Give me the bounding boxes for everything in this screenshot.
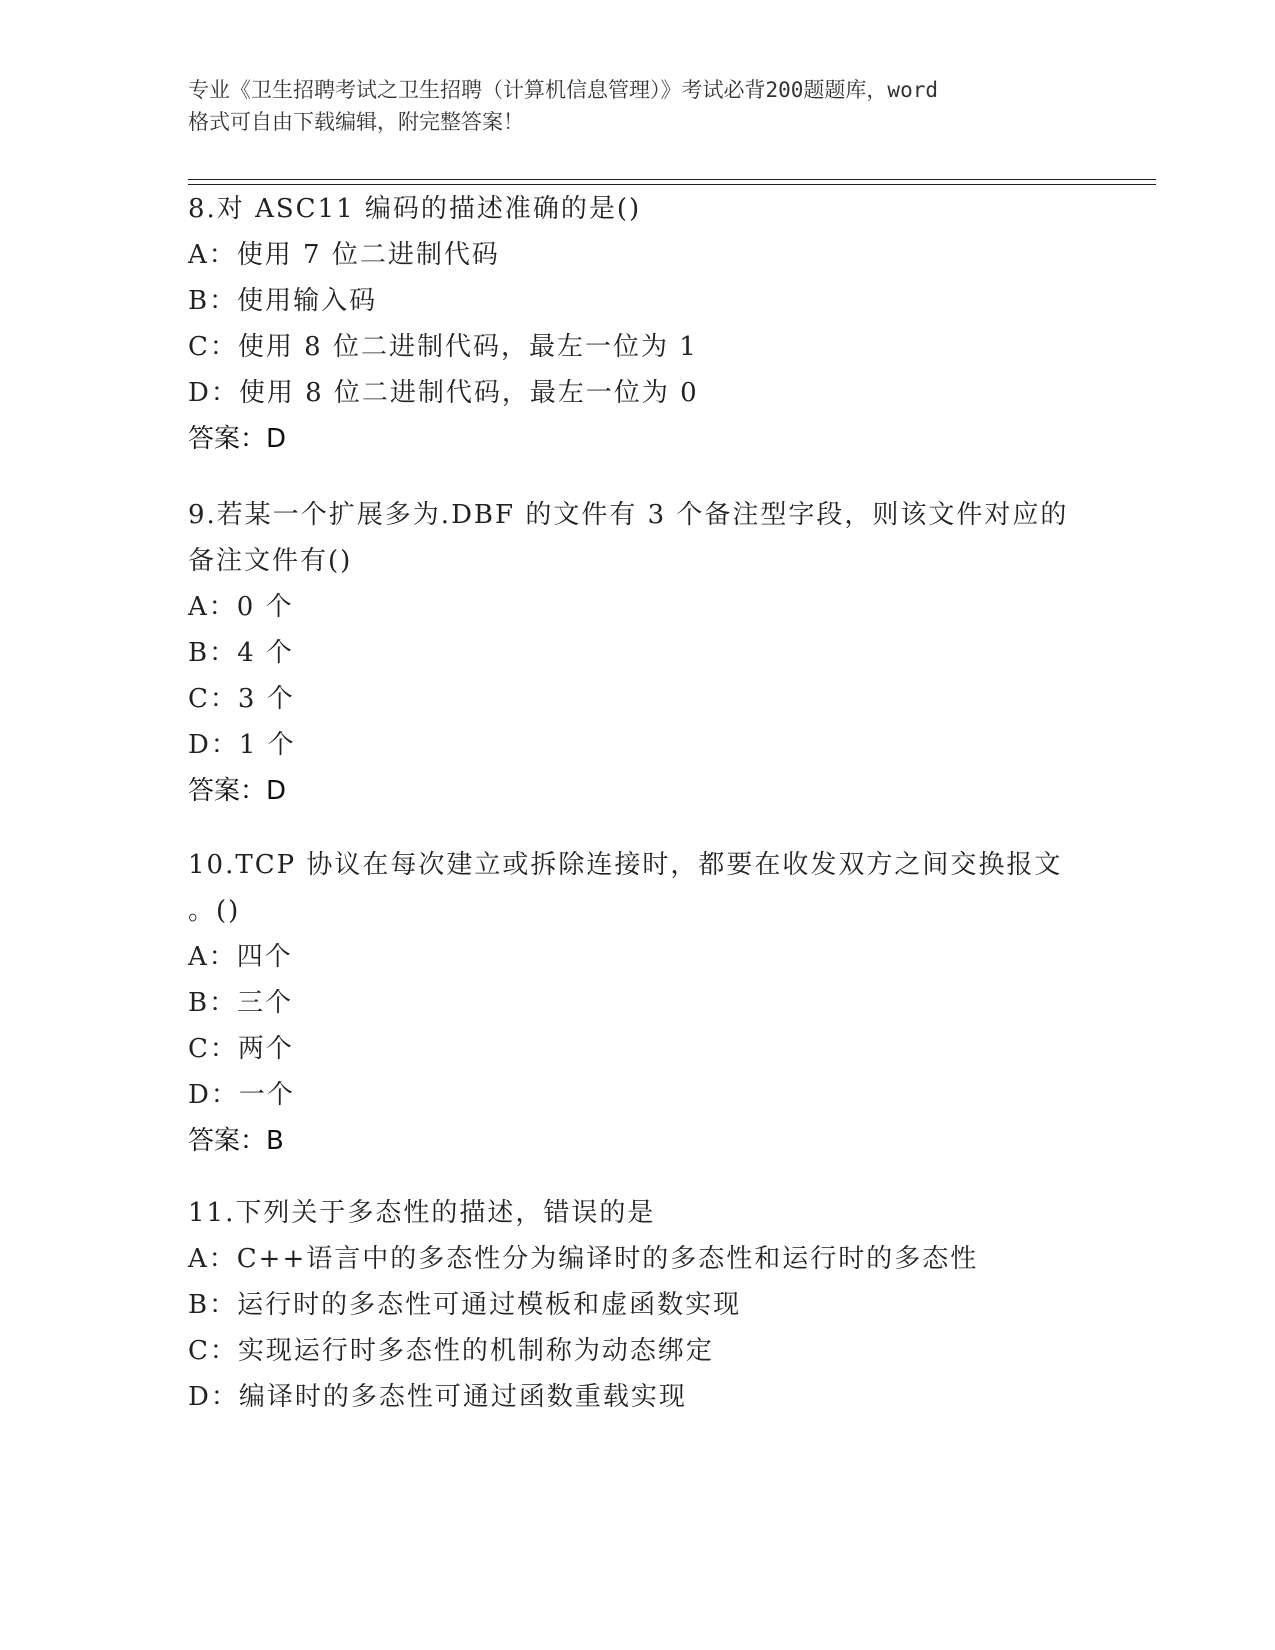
document-header: [188, 74, 1088, 138]
option-b: B：三个: [188, 988, 294, 1018]
option-a: A：四个: [188, 942, 293, 972]
option-d: D：1 个: [188, 730, 296, 760]
option-b: B：4 个: [188, 638, 294, 668]
option-c: C：3 个: [188, 684, 295, 714]
option-d: D：一个: [188, 1080, 295, 1110]
answer: 答案：D: [188, 776, 287, 806]
option-c: C：使用 8 位二进制代码，最左一位为 1: [188, 332, 698, 362]
option-a: A：C++语言中的多态性分为编译时的多态性和运行时的多态性: [188, 1244, 979, 1274]
answer: 答案：B: [188, 1126, 284, 1156]
question-9: [188, 492, 1088, 814]
option-d: D：编译时的多态性可通过函数重载实现: [188, 1382, 687, 1412]
option-a: A：使用 7 位二进制代码: [188, 240, 500, 270]
option-a: A：0 个: [188, 592, 294, 622]
question-stem-cont: 备注文件有(): [188, 546, 353, 576]
answer: 答案：D: [188, 424, 287, 454]
question-stem: 8.对 ASC11 编码的描述准确的是(): [188, 194, 642, 224]
question-11: [188, 1190, 1088, 1420]
header-line-2: 格式可自由下载编辑，附完整答案！: [188, 110, 524, 134]
option-c: C：实现运行时多态性的机制称为动态绑定: [188, 1336, 714, 1366]
question-stem-cont: 。(): [188, 896, 241, 926]
header-line-1: 专业《卫生招聘考试之卫生招聘（计算机信息管理）》考试必背200题题库，word: [188, 78, 938, 102]
header-rule-top: [188, 179, 1156, 180]
question-stem: 10.TCP 协议在每次建立或拆除连接时，都要在收发双方之间交换报文: [188, 850, 1063, 880]
header-rule-bottom: [188, 184, 1156, 185]
question-8: [188, 186, 1088, 462]
option-b: B：使用输入码: [188, 286, 378, 316]
question-stem: 9.若某一个扩展多为.DBF 的文件有 3 个备注型字段，则该文件对应的: [188, 500, 1069, 530]
question-10: [188, 842, 1088, 1164]
option-c: C：两个: [188, 1034, 294, 1064]
question-stem: 11.下列关于多态性的描述，错误的是: [188, 1198, 656, 1228]
option-b: B：运行时的多态性可通过模板和虚函数实现: [188, 1290, 742, 1320]
option-d: D：使用 8 位二进制代码，最左一位为 0: [188, 378, 699, 408]
